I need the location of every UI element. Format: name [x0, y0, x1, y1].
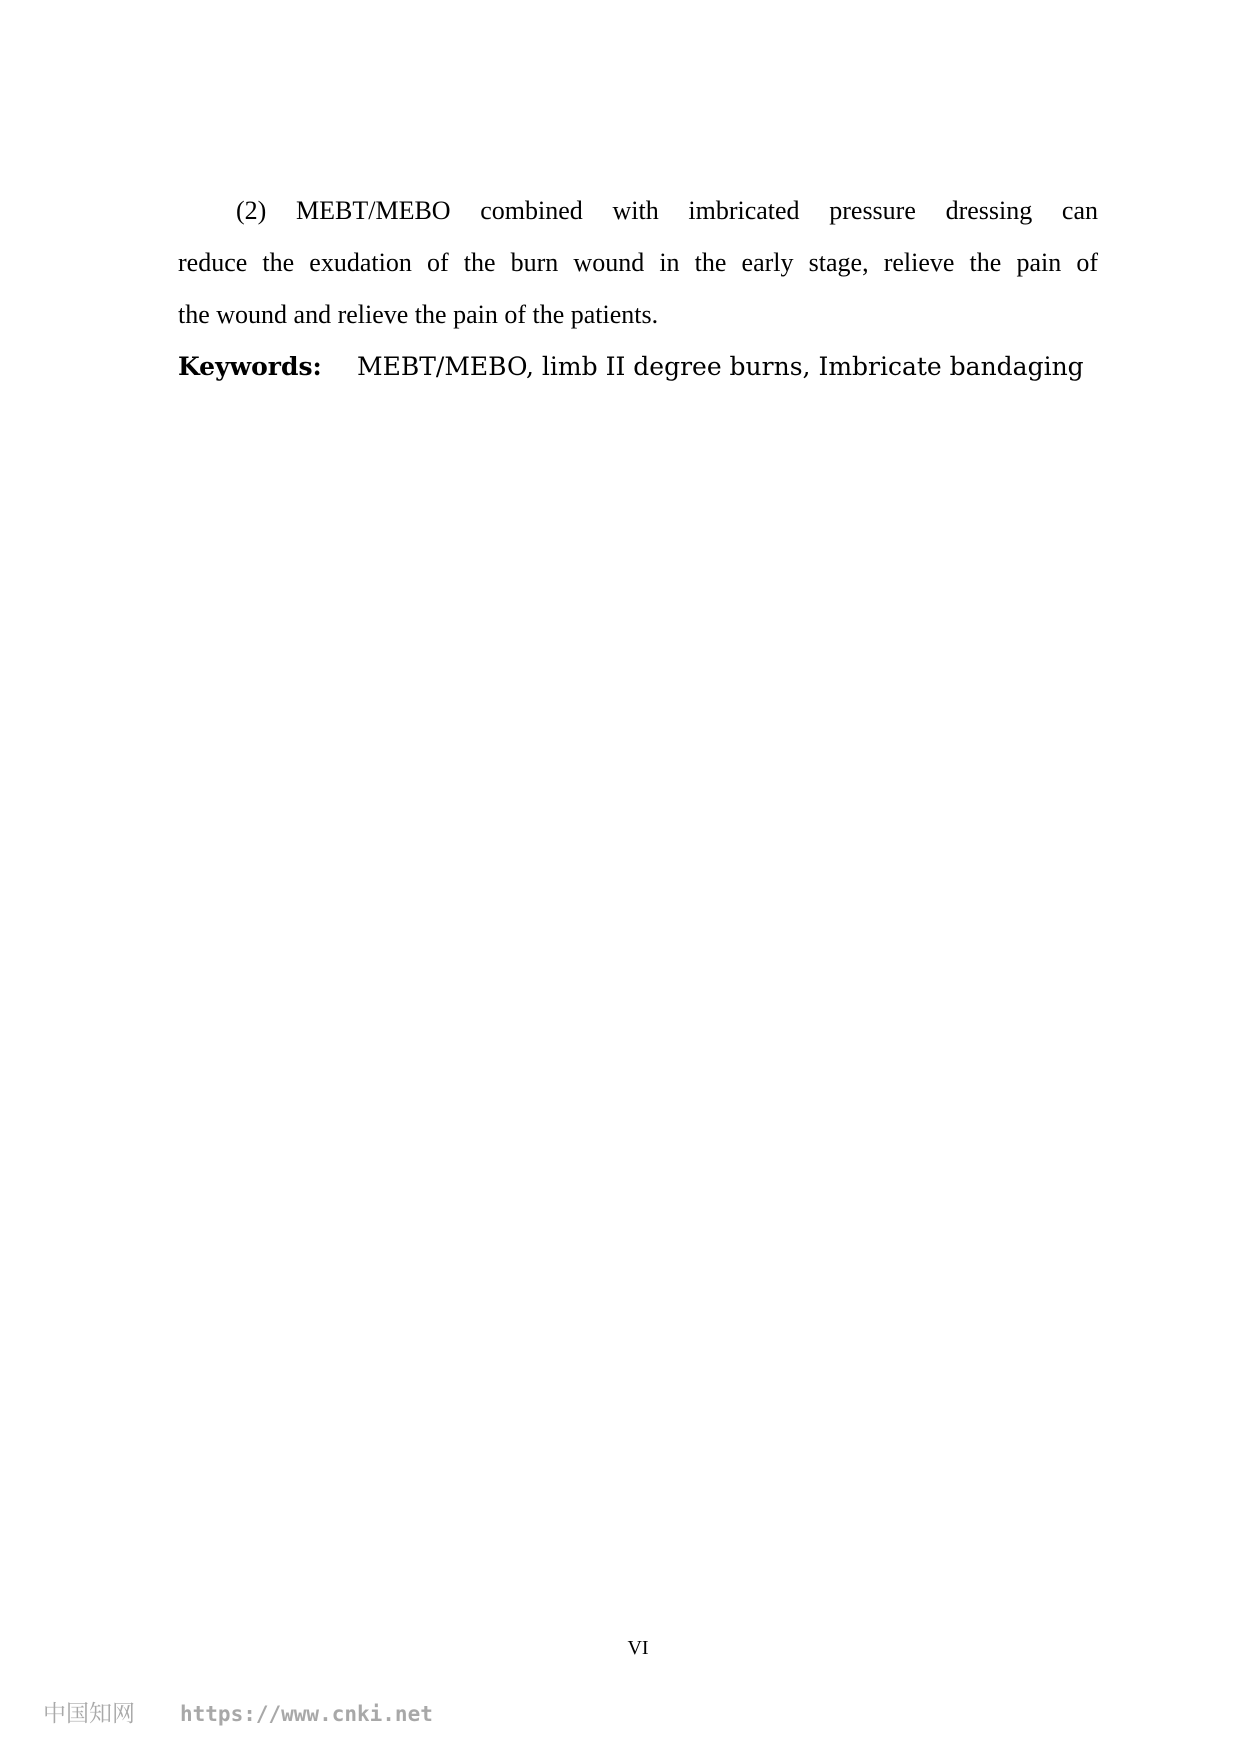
- keywords-value: MEBT/MEBO, limb II degree burns, Imbricate bandaging: [357, 352, 1084, 381]
- paragraph-line: reduce the exudation of the burn wound in the early stage, relieve the pain of: [178, 248, 1098, 277]
- page-number: VI: [627, 1637, 649, 1659]
- keywords-row: [178, 341, 1118, 393]
- paragraph-line: (2) MEBT/MEBO combined with imbricated pressure dressing can: [236, 196, 1098, 225]
- cnki-watermark: [43, 1697, 433, 1731]
- abstract-conclusion-paragraph: [178, 185, 1098, 341]
- keywords-label: Keywords:: [178, 352, 322, 381]
- watermark-site-name: 中国知网: [43, 1701, 135, 1727]
- paragraph-line: the wound and relieve the pain of the patients.: [178, 300, 659, 329]
- watermark-url: https://www.cnki.net: [180, 1702, 433, 1726]
